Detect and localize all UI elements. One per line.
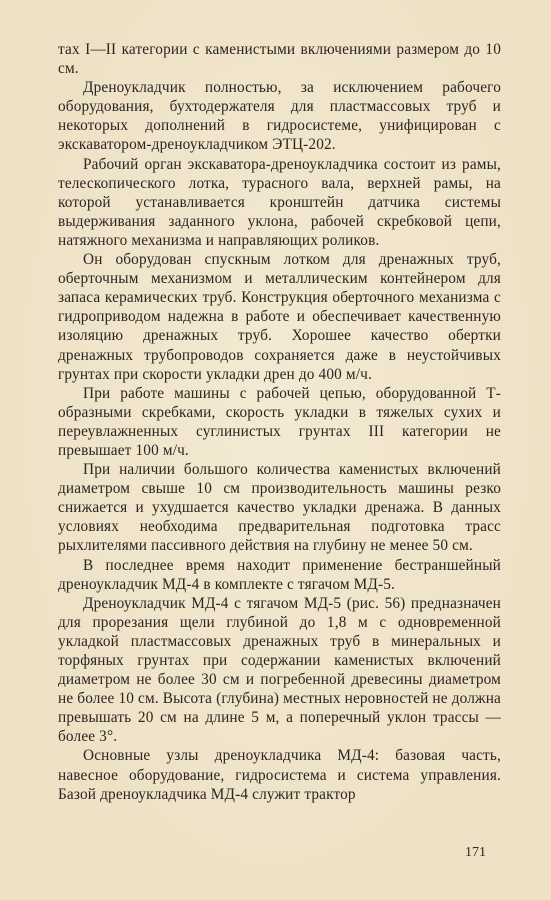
paragraph: Дреноукладчик МД-4 с тягачом МД-5 (рис. 56) предназначен для прорезания щели глубиной до 1,8 м с одновременной укладкой пластмассовых дренажных труб в минеральных и торфяных грунтах при содержании каменистых включений диаметром не более 30 см и погребенной древесины диаметром не более 10 см. Высота (глубина) местных неровностей не должна превышать 20 см на длине 5 м, а поперечный уклон трассы — более 3°. [58,594,501,746]
paragraph: Рабочий орган экскаватора-дреноукладчика состоит из рамы, телескопического лотка, турасного вала, верхней рамы, на которой устанавливается кронштейн датчика системы выдерживания заданного уклона, рабочей скребковой цепи, натяжного механизма и направляющих роликов. [58,155,501,249]
paragraph: Дреноукладчик полностью, за исключением рабочего оборудования, бухтодержателя для пластмассовых труб и некоторых дополнений в гидросистеме, унифицирован с экскаватором-дреноукладчиком ЭТЦ-202. [58,79,501,154]
paragraph: Основные узлы дреноукладчика МД-4: базовая часть, навесное оборудование, гидросистема и система управления. Базой дреноукладчика МД-4 служит трактор [58,747,501,803]
paragraph: При наличии большого количества каменистых включений диаметром свыше 10 см производительность машины резко снижается и ухудшается качество укладки дренажа. В данных условиях необходима предварительная подготовка трасс рыхлителями пассивного действия на глубину не менее 50 см. [58,461,501,555]
paragraph: Он оборудован спускным лотком для дренажных труб, оберточным механизмом и металлическим контейнером для запаса керамических труб. Конструкция оберточного механизма с гидроприводом надежна в работе и обеспечивает качественную изоляцию дренажных труб. Хорошее качество обертки дренажных трубопроводов сохраняется даже в неустойчивых грунтах при скорости укладки дрен до 400 м/ч. [58,251,501,383]
paragraph: тах I—II категории с каменистыми включениями размером до 10 см. [58,41,501,78]
page-body-text [58,40,501,804]
page-number: 171 [465,845,486,860]
paragraph: В последнее время находит применение бестраншейный дреноукладчик МД-4 в комплекте с тягачом МД-5. [58,556,501,593]
paragraph: При работе машины с рабочей цепью, оборудованной Т-образными скребками, скорость укладки в тяжелых сухих и переувлажненных суглинистых грунтах III категории не превышает 100 м/ч. [58,384,501,459]
